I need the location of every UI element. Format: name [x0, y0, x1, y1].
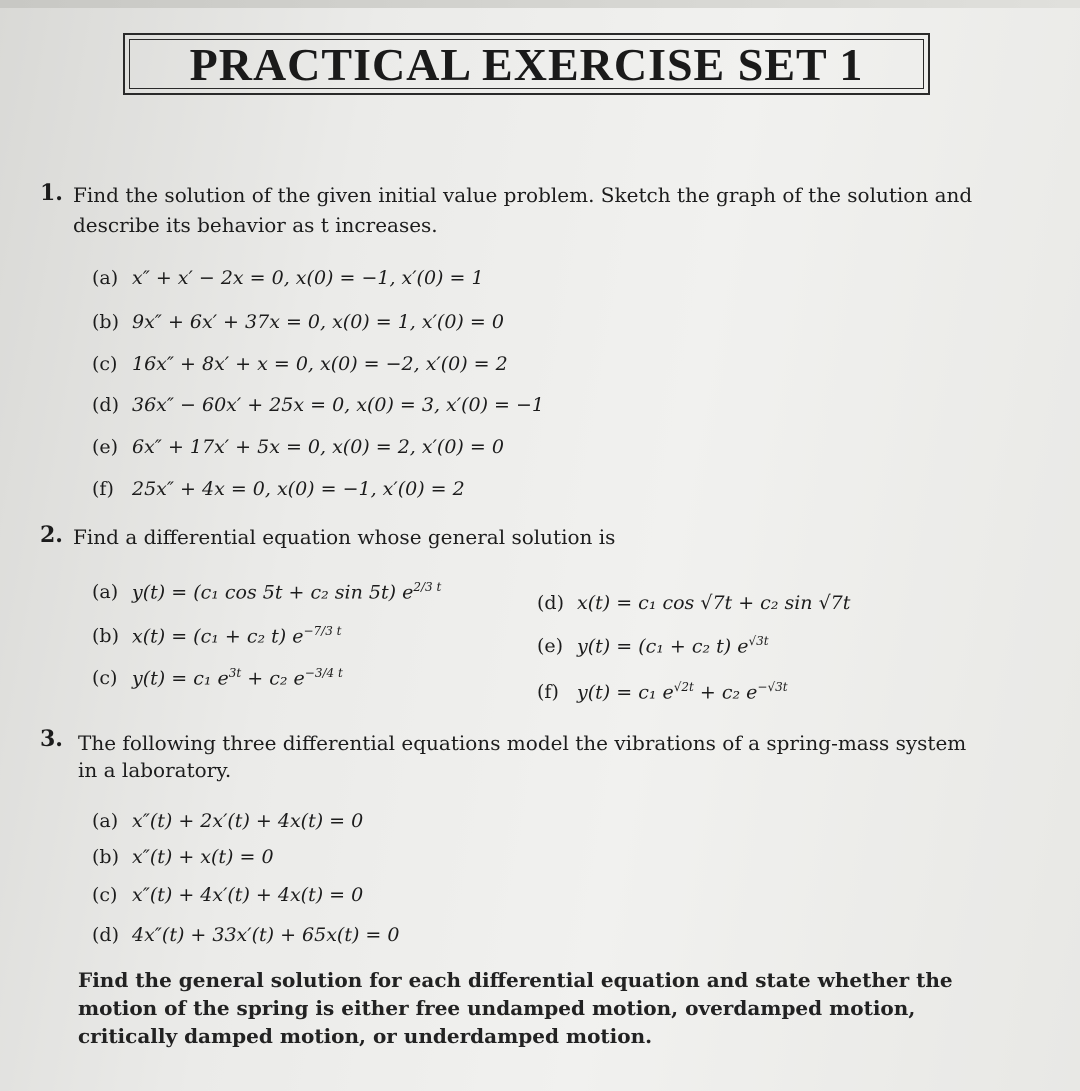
- problem-1-item-a: (a) x″ + x′ − 2x = 0, x(0) = −1, x′(0) = 1: [92, 267, 484, 289]
- problem-3-item-d: (d) 4x″(t) + 33x′(t) + 65x(t) = 0: [92, 924, 400, 946]
- problem-1-item-f: (f) 25x″ + 4x = 0, x(0) = −1, x′(0) = 2: [92, 478, 465, 500]
- page-title: PRACTICAL EXERCISE SET 1: [189, 38, 864, 90]
- problem-3-line-1: The following three differential equations model the vibrations of a spring-mass system: [78, 731, 967, 755]
- problem-3-line-2: in a laboratory.: [78, 758, 232, 782]
- problem-3-instructions: Find the general solution for each differential equation and state whether the motion of the spring is either free undamped motion, overdamped motion, critically damped motion, or underdamped motion.: [78, 968, 953, 1048]
- problem-2-item-c: (c) y(t) = c₁ $e^{3t} + c_2$ $e^{-3/4 t}$: [92, 666, 343, 690]
- problem-3-number: 3.: [40, 726, 63, 752]
- problem-2-number: 2.: [40, 522, 63, 548]
- title-box: [123, 33, 930, 95]
- problem-3-item-a: (a) x″(t) + 2x′(t) + 4x(t) = 0: [92, 810, 364, 832]
- problem-2-text: Find a differential equation whose general solution is: [73, 525, 616, 549]
- problem-2-item-a: (a) y(t) = (c₁ cos 5t + c₂ sin 5t) $e^{2/3 t}$: [92, 580, 442, 604]
- problem-3-item-b: (b) x″(t) + x(t) = 0: [92, 846, 274, 868]
- problem-1-line-2: describe its behavior as t increases.: [73, 213, 438, 237]
- top-edge: [0, 0, 1080, 8]
- problem-1-item-c: (c) 16x″ + 8x′ + x = 0, x(0) = −2, x′(0) = 2: [92, 353, 508, 375]
- problem-1-item-d: (d) 36x″ − 60x′ + 25x = 0, x(0) = 3, x′(0) = −1: [92, 394, 544, 416]
- problem-2-item-d: (d) x(t) = c₁ cos √7t + c₂ sin √7t: [537, 592, 851, 614]
- problem-1-line-1: Find the solution of the given initial value problem. Sketch the graph of the solution and: [73, 183, 973, 207]
- problem-2-item-e: (e) y(t) = (c₁ + c₂ t) $e^{√3t}$: [537, 634, 769, 658]
- problem-3-item-c: (c) x″(t) + 4x′(t) + 4x(t) = 0: [92, 884, 364, 906]
- problem-2-item-f: (f) y(t) = c₁ $e^{√2t} + c_2$ $e^{-√3t}$: [537, 680, 788, 704]
- problem-1-item-e: (e) 6x″ + 17x′ + 5x = 0, x(0) = 2, x′(0) = 0: [92, 436, 504, 458]
- problem-1-number: 1.: [40, 180, 63, 206]
- problem-1-item-b: (b) 9x″ + 6x′ + 37x = 0, x(0) = 1, x′(0) = 0: [92, 311, 504, 333]
- problem-2-item-b: (b) x(t) = (c₁ + c₂ t) $e^{-7/3 t}$: [92, 624, 342, 648]
